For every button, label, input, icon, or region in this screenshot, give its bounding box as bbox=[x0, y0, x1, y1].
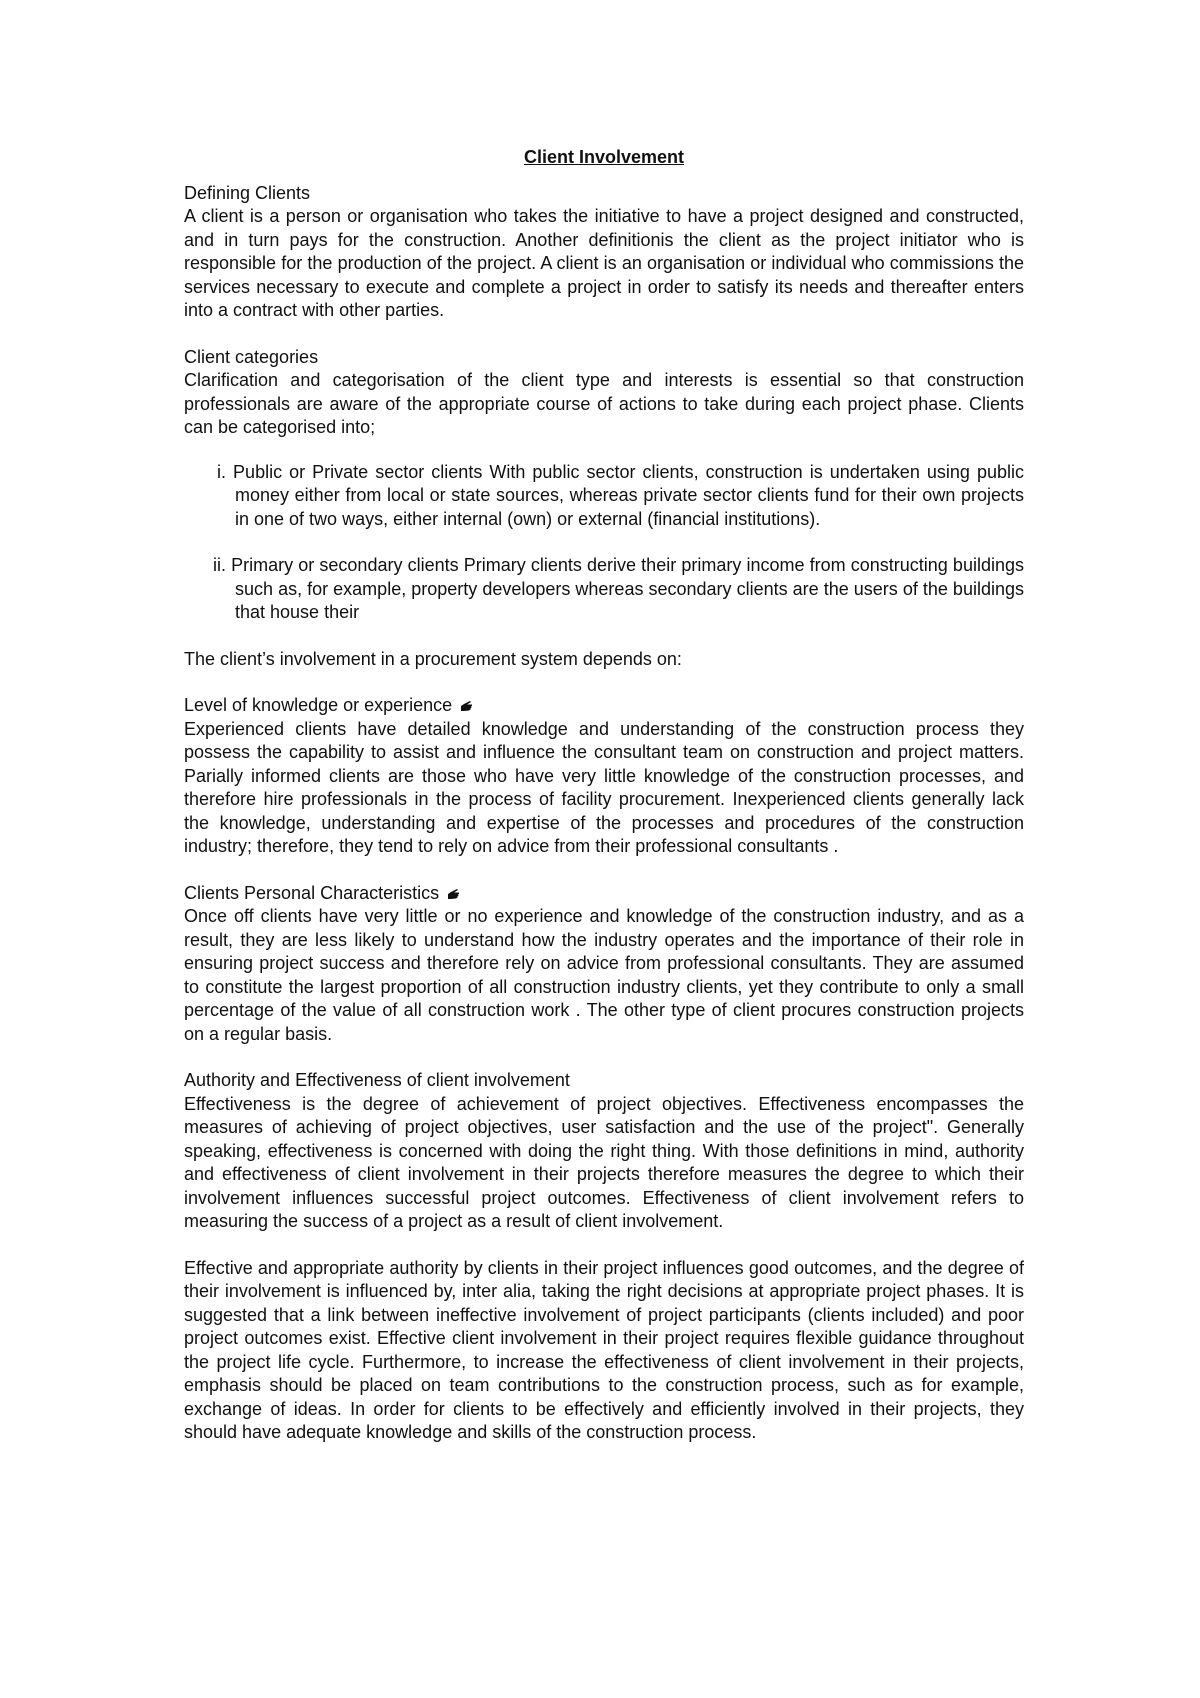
document-page bbox=[184, 146, 1024, 1468]
section-body: Once off clients have very little or no experience and knowledge of the construction industry, and as a result, they are less likely to understand how the industry operates and the importance of their role in ensuring project success and therefore rely on advice from professional consultants. They are assumed to constitute the largest proportion of all construction industry clients, yet they contribute to only a small percentage of the value of all construction work . The other type of client procures construction projects on a regular basis. bbox=[184, 906, 1024, 1044]
section-defining-clients bbox=[184, 182, 1024, 323]
section-client-categories bbox=[184, 346, 1024, 440]
section-heading-row bbox=[184, 882, 1024, 906]
list-marker: ii. bbox=[213, 555, 226, 575]
pointing-hand-icon bbox=[460, 700, 474, 712]
page-title: Client Involvement bbox=[523, 147, 685, 167]
section-heading: Clients Personal Characteristics bbox=[184, 882, 440, 903]
list-item-text: Primary or secondary clients Primary clients derive their primary income from constructing buildings such as, for example, property developers whereas secondary clients are the users of the buildings that house their bbox=[231, 555, 1024, 622]
section-depends-on bbox=[184, 648, 1024, 672]
pointing-hand-icon bbox=[447, 888, 461, 900]
section-body: Experienced clients have detailed knowledge and understanding of the construction process they possess the capability to assist and influence the consultant team on construction and project matters. Parially informed clients are those who have very little knowledge of the construction processes, and therefore hire professionals in the process of facility procurement. Inexperienced clients generally lack the knowledge, understanding and expertise of the processes and procedures of the construction industry; therefore, they tend to rely on advice from their professional consultants . bbox=[184, 718, 1024, 856]
list-item-text: Public or Private sector clients With public sector clients, construction is undertaken using public money either from local or state sources, whereas private sector clients fund for their own projects in one of two ways, either internal (own) or external (financial institutions). bbox=[233, 461, 1024, 529]
section-heading: Level of knowledge or experience bbox=[184, 695, 453, 715]
section-knowledge-experience bbox=[184, 694, 1024, 859]
section-authority-effectiveness bbox=[184, 1069, 1024, 1234]
section-heading: Defining Clients bbox=[184, 182, 311, 203]
section-effective-authority bbox=[184, 1257, 1024, 1445]
list-marker: i. bbox=[217, 461, 226, 482]
list-item bbox=[184, 461, 1024, 532]
section-body: Effectiveness is the degree of achievement of project objectives. Effectiveness encompasses the measures of achieving of project objectives, user satisfaction and the use of the project". Generally speaking, effectiveness is concerned with doing the right thing. With those definitions in mind, authority and effectiveness of client involvement in their projects therefore measures the degree to which their involvement influences successful project outcomes. Effectiveness of client involvement refers to measuring the success of a project as a result of client involvement. bbox=[184, 1093, 1024, 1231]
section-body: Effective and appropriate authority by clients in their project influences good outcomes, and the degree of their involvement is influenced by, inter alia, taking the right decisions at appropriate project phases. It is suggested that a link between ineffective involvement of project participants (clients included) and poor project outcomes exist. Effective client involvement in their project requires flexible guidance throughout the project life cycle. Furthermore, to increase the effectiveness of client involvement in their projects, emphasis should be placed on team contributions to the construction process, such as for example, exchange of ideas. In order for clients to be effectively and efficiently involved in their projects, they should have adequate knowledge and skills of the construction process. bbox=[184, 1257, 1024, 1442]
section-body: The client’s involvement in a procurement system depends on: bbox=[184, 648, 682, 669]
client-category-list bbox=[184, 461, 1024, 625]
section-heading: Client categories bbox=[184, 346, 319, 367]
section-heading-row bbox=[184, 694, 1024, 718]
section-personal-characteristics bbox=[184, 882, 1024, 1047]
section-body: Clarification and categorisation of the client type and interests is essential so that construction professionals are aware of the appropriate course of actions to take during each project phase. Clients can be categorised into; bbox=[184, 370, 1024, 437]
list-item bbox=[184, 554, 1024, 625]
section-heading: Authority and Effectiveness of client involvement bbox=[184, 1070, 570, 1090]
section-body: A client is a person or organisation who takes the initiative to have a project designed and constructed, and in turn pays for the construction. Another definitionis the client as the project initiator who is responsible for the production of the project. A client is an organisation or individual who commissions the services necessary to execute and complete a project in order to satisfy its needs and thereafter enters into a contract with other parties. bbox=[184, 206, 1024, 320]
